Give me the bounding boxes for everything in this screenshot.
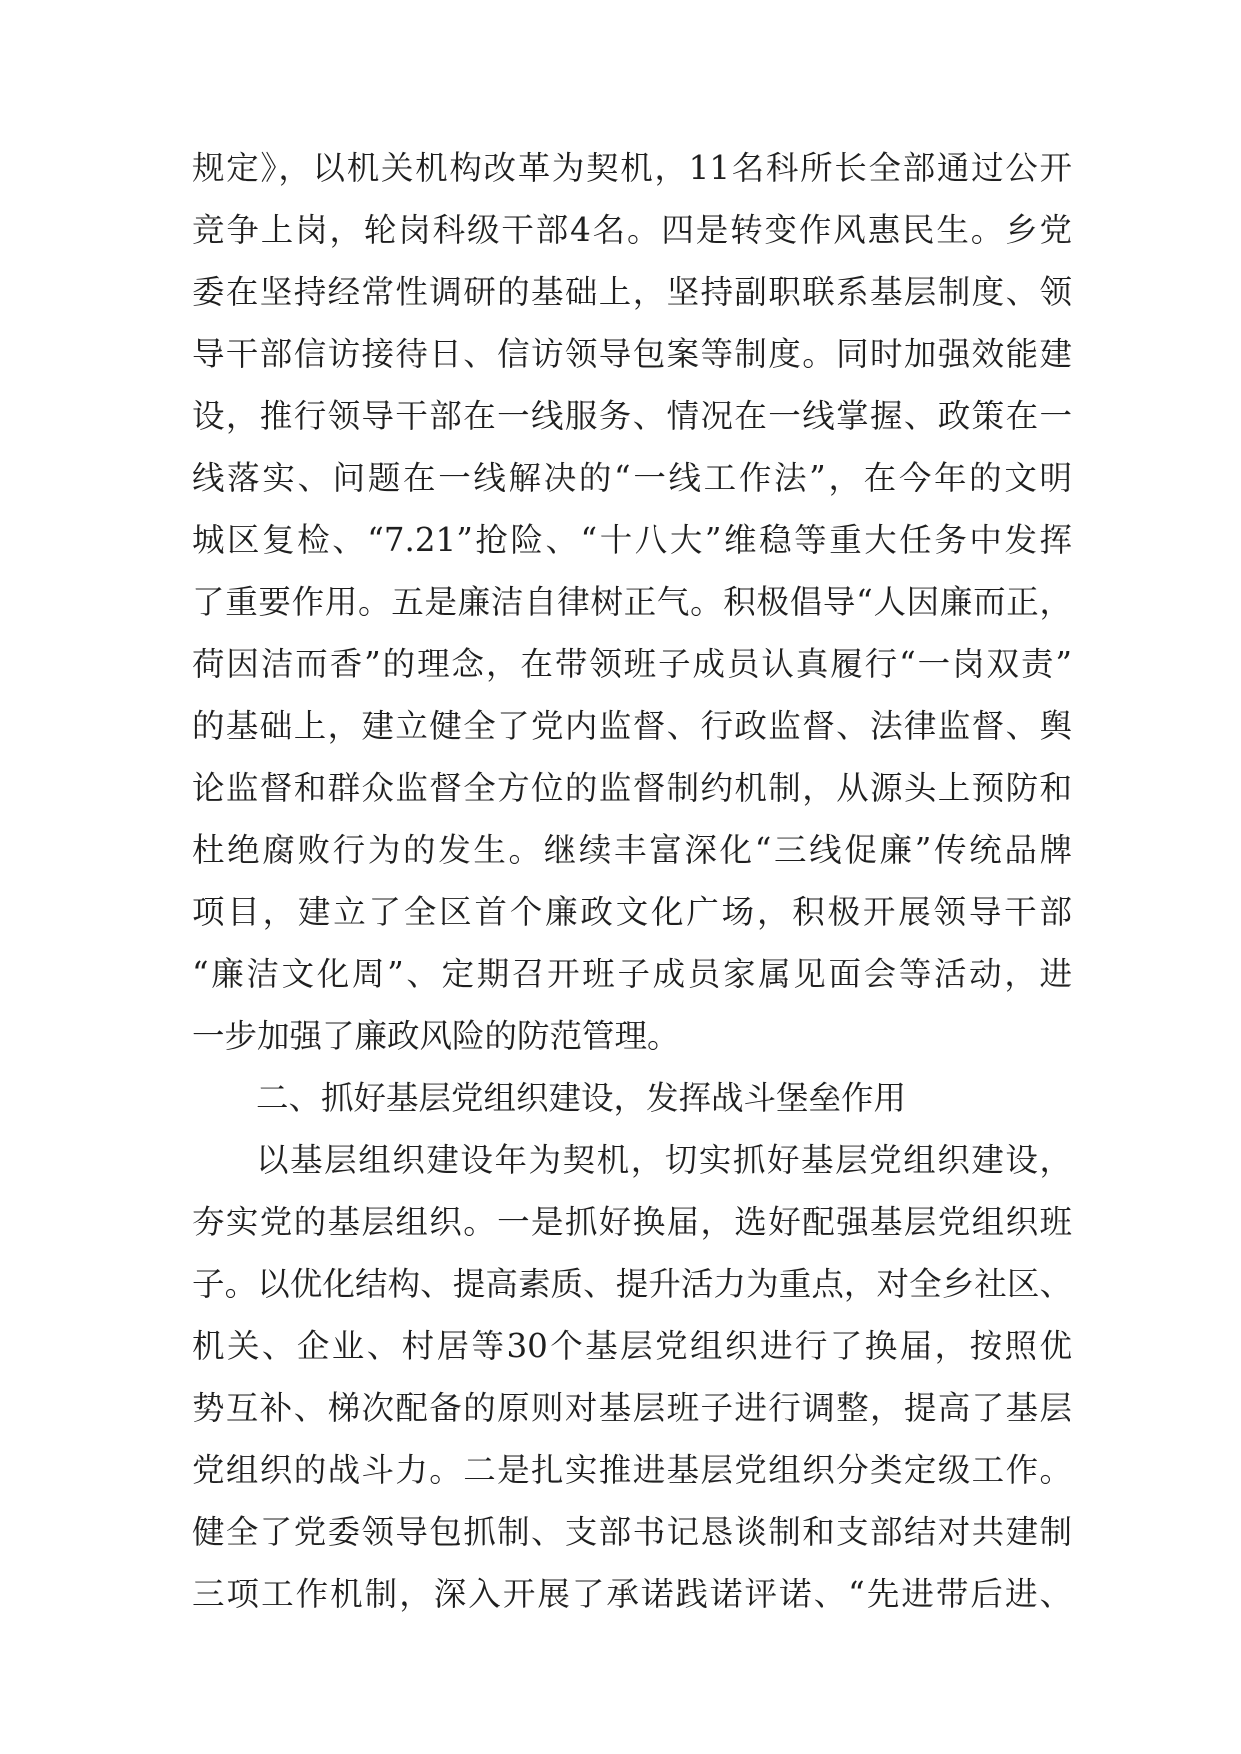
body-text-line: 杜绝腐败行为的发生。继续丰富深化“三线促廉”传统品牌: [192, 831, 1072, 869]
body-text-line: 的基础上，建立健全了党内监督、行政监督、法律监督、舆: [192, 707, 1072, 745]
body-text-line: 机关、企业、村居等30个基层党组织进行了换届，按照优: [192, 1327, 1072, 1365]
body-text-line: 规定》，以机关机构改革为契机，11名科所长全部通过公开: [192, 149, 1072, 187]
paragraph-first-line: 以基层组织建设年为契机，切实抓好基层党组织建设，: [256, 1141, 1072, 1179]
body-text-line: 三项工作机制，深入开展了承诺践诺评诺、“先进带后进、: [192, 1575, 1072, 1613]
body-text-line: 子。以优化结构、提高素质、提升活力为重点，对全乡社区、: [192, 1265, 1072, 1303]
body-text-line: 夯实党的基层组织。一是抓好换届，选好配强基层党组织班: [192, 1203, 1072, 1241]
body-text-line: 论监督和群众监督全方位的监督制约机制，从源头上预防和: [192, 769, 1072, 807]
body-text-line: 了重要作用。五是廉洁自律树正气。积极倡导“人因廉而正，: [192, 583, 1072, 621]
body-text-line: 导干部信访接待日、信访领导包案等制度。同时加强效能建: [192, 335, 1072, 373]
body-text-line: 项目，建立了全区首个廉政文化广场，积极开展领导干部: [192, 893, 1072, 931]
body-text-line: 党组织的战斗力。二是扎实推进基层党组织分类定级工作。: [192, 1451, 1072, 1489]
body-text-line: 线落实、问题在一线解决的“一线工作法”，在今年的文明: [192, 459, 1072, 497]
body-text-line: 城区复检、“7.21”抢险、“十八大”维稳等重大任务中发挥: [192, 521, 1072, 559]
body-text-line: 健全了党委领导包抓制、支部书记恳谈制和支部结对共建制: [192, 1513, 1072, 1551]
body-text-line: 荷因洁而香”的理念，在带领班子成员认真履行“一岗双责”: [192, 645, 1072, 683]
body-text-line: 一步加强了廉政风险的防范管理。: [192, 1017, 680, 1055]
body-text-line: 竞争上岗，轮岗科级干部4名。四是转变作风惠民生。乡党: [192, 211, 1072, 249]
body-text-line: 委在坚持经常性调研的基础上，坚持副职联系基层制度、领: [192, 273, 1072, 311]
section-heading: 二、抓好基层党组织建设，发挥战斗堡垒作用: [256, 1079, 907, 1117]
body-text-line: 势互补、梯次配备的原则对基层班子进行调整，提高了基层: [192, 1389, 1072, 1427]
body-text-line: “廉洁文化周”、定期召开班子成员家属见面会等活动，进: [192, 955, 1072, 993]
body-text-line: 设，推行领导干部在一线服务、情况在一线掌握、政策在一: [192, 397, 1072, 435]
